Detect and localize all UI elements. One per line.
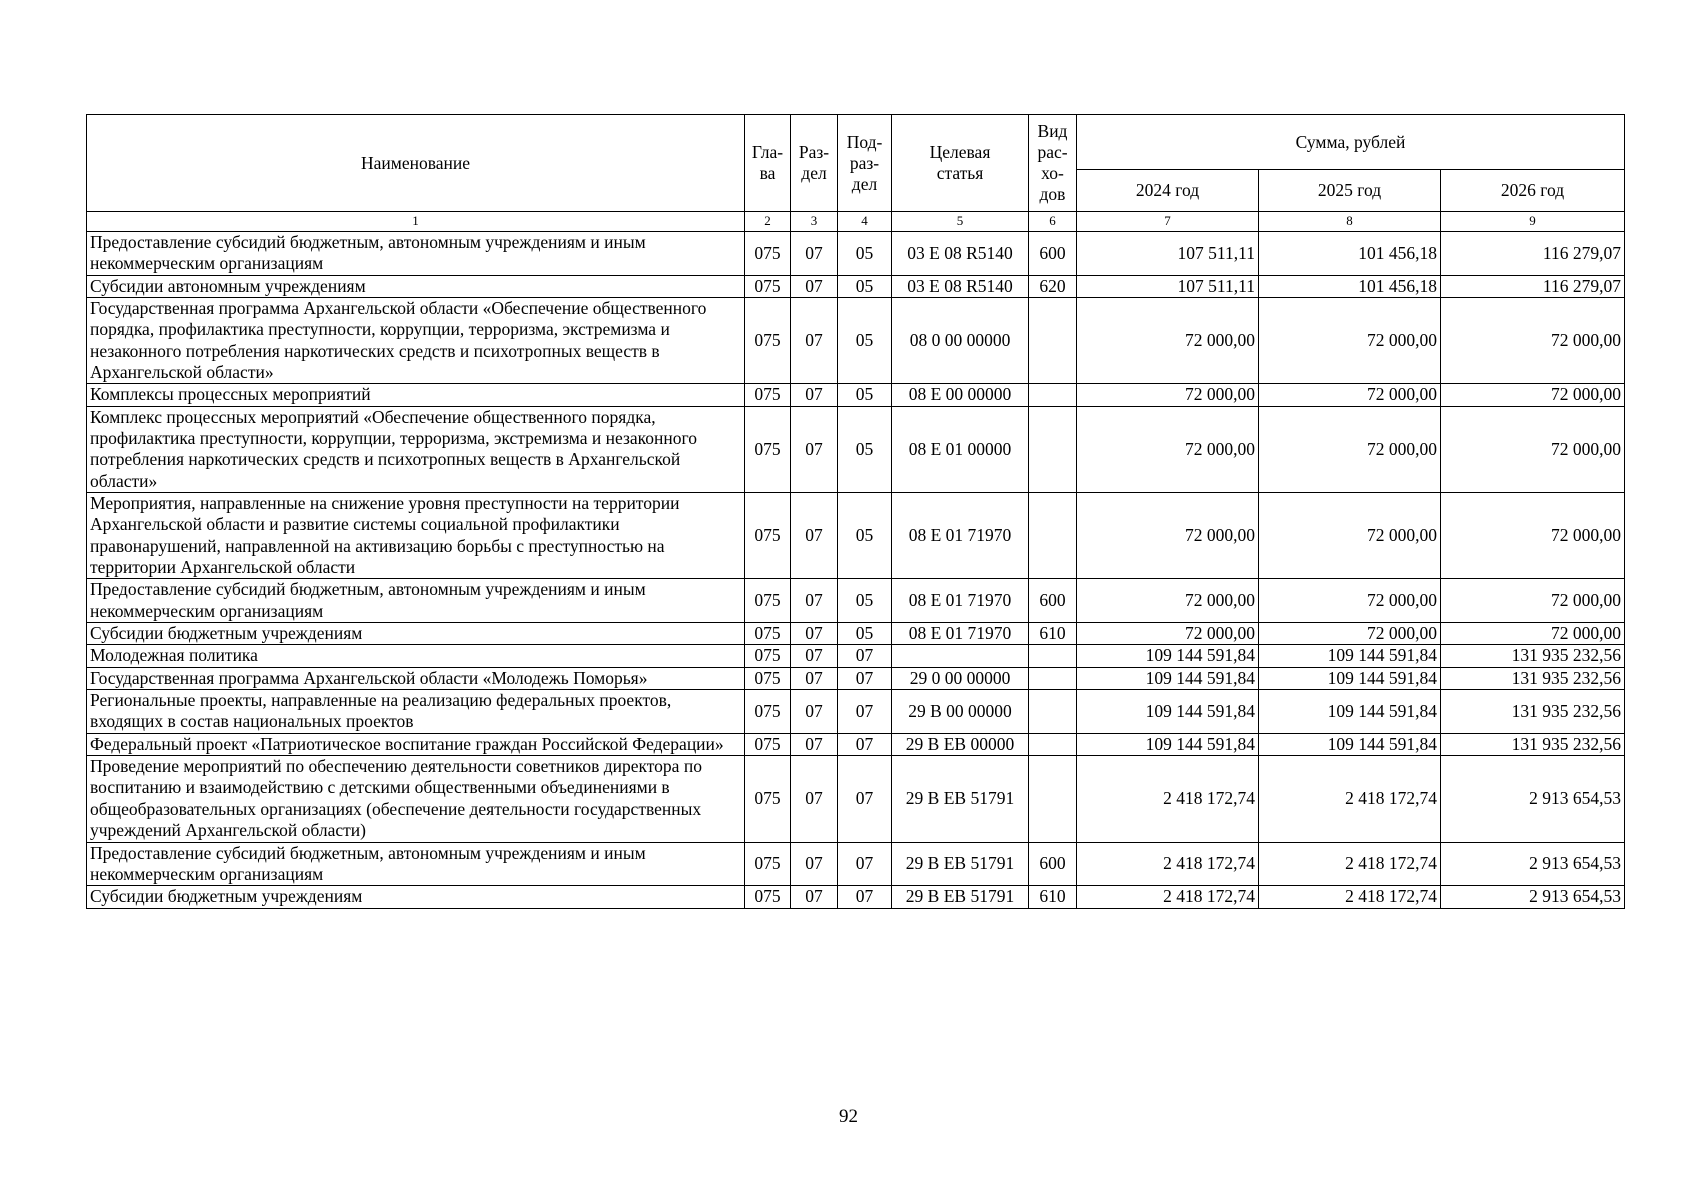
table-row bbox=[87, 384, 1625, 406]
row-expense-type-cell: 600 bbox=[1029, 231, 1077, 275]
row-amount-2026-cell: 116 279,07 bbox=[1441, 275, 1625, 297]
row-target-article-cell: 08 Е 01 71970 bbox=[892, 579, 1029, 623]
row-target-article-cell: 29 0 00 00000 bbox=[892, 667, 1029, 689]
header-expense-type: Вид рас- хо- дов bbox=[1029, 115, 1077, 212]
row-target-article-cell: 29 В ЕВ 51791 bbox=[892, 842, 1029, 886]
row-target-article-cell: 29 В ЕВ 51791 bbox=[892, 886, 1029, 908]
row-expense-type-cell bbox=[1029, 690, 1077, 734]
row-section-cell: 07 bbox=[791, 733, 838, 755]
column-number: 2 bbox=[745, 212, 791, 232]
row-section-cell: 07 bbox=[791, 297, 838, 383]
header-section: Раз- дел bbox=[791, 115, 838, 212]
table-row bbox=[87, 645, 1625, 667]
row-amount-2024-cell: 72 000,00 bbox=[1077, 384, 1259, 406]
row-name-cell: Предоставление субсидий бюджетным, автономным учреждениям и иным некоммерческим организациям bbox=[87, 579, 745, 623]
column-number: 8 bbox=[1259, 212, 1441, 232]
row-name-cell: Государственная программа Архангельской области «Молодежь Поморья» bbox=[87, 667, 745, 689]
row-section-cell: 07 bbox=[791, 842, 838, 886]
row-chapter-cell: 075 bbox=[745, 297, 791, 383]
row-amount-2024-cell: 72 000,00 bbox=[1077, 406, 1259, 492]
row-name-cell: Предоставление субсидий бюджетным, автономным учреждениям и иным некоммерческим организациям bbox=[87, 231, 745, 275]
row-chapter-cell: 075 bbox=[745, 886, 791, 908]
row-amount-2024-cell: 72 000,00 bbox=[1077, 623, 1259, 645]
row-section-cell: 07 bbox=[791, 579, 838, 623]
row-chapter-cell: 075 bbox=[745, 756, 791, 842]
row-name-cell: Региональные проекты, направленные на реализацию федеральных проектов, входящих в состав национальных проектов bbox=[87, 690, 745, 734]
header-year-2025: 2025 год bbox=[1259, 170, 1441, 212]
row-subsection-cell: 07 bbox=[838, 667, 892, 689]
table-row bbox=[87, 623, 1625, 645]
row-amount-2026-cell: 2 913 654,53 bbox=[1441, 886, 1625, 908]
row-expense-type-cell bbox=[1029, 667, 1077, 689]
row-amount-2024-cell: 2 418 172,74 bbox=[1077, 756, 1259, 842]
row-amount-2025-cell: 72 000,00 bbox=[1259, 579, 1441, 623]
row-amount-2024-cell: 109 144 591,84 bbox=[1077, 645, 1259, 667]
row-target-article-cell: 29 В 00 00000 bbox=[892, 690, 1029, 734]
table-row bbox=[87, 579, 1625, 623]
table-row bbox=[87, 667, 1625, 689]
table-row bbox=[87, 842, 1625, 886]
row-section-cell: 07 bbox=[791, 623, 838, 645]
row-amount-2024-cell: 109 144 591,84 bbox=[1077, 733, 1259, 755]
row-amount-2025-cell: 109 144 591,84 bbox=[1259, 733, 1441, 755]
table-row bbox=[87, 733, 1625, 755]
row-amount-2024-cell: 109 144 591,84 bbox=[1077, 667, 1259, 689]
row-subsection-cell: 07 bbox=[838, 733, 892, 755]
row-target-article-cell: 03 Е 08 R5140 bbox=[892, 231, 1029, 275]
row-section-cell: 07 bbox=[791, 645, 838, 667]
row-amount-2025-cell: 109 144 591,84 bbox=[1259, 667, 1441, 689]
page-number: 92 bbox=[839, 1106, 858, 1127]
row-amount-2025-cell: 101 456,18 bbox=[1259, 231, 1441, 275]
row-target-article-cell: 03 Е 08 R5140 bbox=[892, 275, 1029, 297]
row-chapter-cell: 075 bbox=[745, 384, 791, 406]
row-name-cell: Субсидии бюджетным учреждениям bbox=[87, 623, 745, 645]
row-amount-2024-cell: 109 144 591,84 bbox=[1077, 690, 1259, 734]
header-target-article: Целевая статья bbox=[892, 115, 1029, 212]
row-name-cell: Комплекс процессных мероприятий «Обеспечение общественного порядка, профилактика преступности, коррупции, терроризма, экстремизма и незаконного потребления наркотических средств и психотропных веществ в Архангельской области» bbox=[87, 406, 745, 492]
row-chapter-cell: 075 bbox=[745, 690, 791, 734]
row-name-cell: Субсидии автономным учреждениям bbox=[87, 275, 745, 297]
column-number: 7 bbox=[1077, 212, 1259, 232]
row-subsection-cell: 05 bbox=[838, 406, 892, 492]
row-subsection-cell: 07 bbox=[838, 690, 892, 734]
row-target-article-cell: 08 Е 00 00000 bbox=[892, 384, 1029, 406]
row-chapter-cell: 075 bbox=[745, 842, 791, 886]
table-body bbox=[87, 212, 1625, 909]
header-year-2024: 2024 год bbox=[1077, 170, 1259, 212]
row-amount-2026-cell: 116 279,07 bbox=[1441, 231, 1625, 275]
row-expense-type-cell bbox=[1029, 493, 1077, 579]
row-expense-type-cell bbox=[1029, 406, 1077, 492]
row-amount-2025-cell: 72 000,00 bbox=[1259, 384, 1441, 406]
row-amount-2025-cell: 72 000,00 bbox=[1259, 406, 1441, 492]
row-section-cell: 07 bbox=[791, 690, 838, 734]
row-expense-type-cell: 620 bbox=[1029, 275, 1077, 297]
header-subsection: Под- раз- дел bbox=[838, 115, 892, 212]
row-amount-2026-cell: 2 913 654,53 bbox=[1441, 842, 1625, 886]
row-amount-2026-cell: 72 000,00 bbox=[1441, 579, 1625, 623]
row-section-cell: 07 bbox=[791, 231, 838, 275]
row-amount-2024-cell: 72 000,00 bbox=[1077, 493, 1259, 579]
row-amount-2026-cell: 72 000,00 bbox=[1441, 623, 1625, 645]
row-target-article-cell: 08 Е 01 71970 bbox=[892, 493, 1029, 579]
table-row bbox=[87, 275, 1625, 297]
row-subsection-cell: 05 bbox=[838, 231, 892, 275]
column-number: 5 bbox=[892, 212, 1029, 232]
header-year-2026: 2026 год bbox=[1441, 170, 1625, 212]
table-header bbox=[87, 115, 1625, 212]
row-section-cell: 07 bbox=[791, 275, 838, 297]
row-name-cell: Государственная программа Архангельской области «Обеспечение общественного порядка, профилактика преступности, коррупции, терроризма, экстремизма и незаконного потребления наркотических средств и психотропных веществ в Архангельской области» bbox=[87, 297, 745, 383]
table-row bbox=[87, 406, 1625, 492]
row-section-cell: 07 bbox=[791, 756, 838, 842]
row-subsection-cell: 07 bbox=[838, 756, 892, 842]
row-target-article-cell bbox=[892, 645, 1029, 667]
row-name-cell: Предоставление субсидий бюджетным, автономным учреждениям и иным некоммерческим организациям bbox=[87, 842, 745, 886]
table-row bbox=[87, 690, 1625, 734]
row-amount-2026-cell: 72 000,00 bbox=[1441, 384, 1625, 406]
row-amount-2025-cell: 101 456,18 bbox=[1259, 275, 1441, 297]
row-chapter-cell: 075 bbox=[745, 667, 791, 689]
row-section-cell: 07 bbox=[791, 493, 838, 579]
row-section-cell: 07 bbox=[791, 667, 838, 689]
row-subsection-cell: 07 bbox=[838, 886, 892, 908]
header-chapter: Гла- ва bbox=[745, 115, 791, 212]
row-amount-2025-cell: 109 144 591,84 bbox=[1259, 645, 1441, 667]
table-row bbox=[87, 297, 1625, 383]
column-number: 4 bbox=[838, 212, 892, 232]
row-subsection-cell: 05 bbox=[838, 275, 892, 297]
row-subsection-cell: 05 bbox=[838, 384, 892, 406]
row-amount-2025-cell: 2 418 172,74 bbox=[1259, 756, 1441, 842]
row-amount-2026-cell: 72 000,00 bbox=[1441, 406, 1625, 492]
row-name-cell: Федеральный проект «Патриотическое воспитание граждан Российской Федерации» bbox=[87, 733, 745, 755]
row-chapter-cell: 075 bbox=[745, 406, 791, 492]
row-chapter-cell: 075 bbox=[745, 733, 791, 755]
row-name-cell: Комплексы процессных мероприятий bbox=[87, 384, 745, 406]
row-expense-type-cell bbox=[1029, 645, 1077, 667]
row-amount-2025-cell: 2 418 172,74 bbox=[1259, 842, 1441, 886]
row-amount-2026-cell: 131 935 232,56 bbox=[1441, 667, 1625, 689]
row-expense-type-cell bbox=[1029, 384, 1077, 406]
row-expense-type-cell bbox=[1029, 297, 1077, 383]
row-expense-type-cell bbox=[1029, 733, 1077, 755]
row-section-cell: 07 bbox=[791, 384, 838, 406]
row-chapter-cell: 075 bbox=[745, 645, 791, 667]
column-number: 6 bbox=[1029, 212, 1077, 232]
row-amount-2024-cell: 107 511,11 bbox=[1077, 231, 1259, 275]
row-target-article-cell: 29 В ЕВ 00000 bbox=[892, 733, 1029, 755]
row-amount-2024-cell: 2 418 172,74 bbox=[1077, 886, 1259, 908]
row-subsection-cell: 05 bbox=[838, 623, 892, 645]
row-name-cell: Молодежная политика bbox=[87, 645, 745, 667]
row-amount-2025-cell: 72 000,00 bbox=[1259, 493, 1441, 579]
column-number-row bbox=[87, 212, 1625, 232]
row-name-cell: Проведение мероприятий по обеспечению деятельности советников директора по воспитанию и взаимодействию с детскими общественными объединениями в общеобразовательных организациях (обеспечение деятельности государственных учреждений Архангельской области) bbox=[87, 756, 745, 842]
header-sum: Сумма, рублей bbox=[1077, 115, 1625, 170]
column-number: 1 bbox=[87, 212, 745, 232]
row-subsection-cell: 05 bbox=[838, 493, 892, 579]
row-target-article-cell: 29 В ЕВ 51791 bbox=[892, 756, 1029, 842]
row-amount-2024-cell: 72 000,00 bbox=[1077, 579, 1259, 623]
row-expense-type-cell bbox=[1029, 756, 1077, 842]
row-amount-2024-cell: 107 511,11 bbox=[1077, 275, 1259, 297]
row-subsection-cell: 05 bbox=[838, 579, 892, 623]
row-amount-2026-cell: 131 935 232,56 bbox=[1441, 645, 1625, 667]
row-amount-2026-cell: 72 000,00 bbox=[1441, 297, 1625, 383]
row-expense-type-cell: 610 bbox=[1029, 623, 1077, 645]
row-amount-2025-cell: 72 000,00 bbox=[1259, 623, 1441, 645]
row-expense-type-cell: 600 bbox=[1029, 579, 1077, 623]
row-subsection-cell: 07 bbox=[838, 645, 892, 667]
table-row bbox=[87, 756, 1625, 842]
header-name: Наименование bbox=[87, 115, 745, 212]
row-target-article-cell: 08 Е 01 71970 bbox=[892, 623, 1029, 645]
row-amount-2026-cell: 2 913 654,53 bbox=[1441, 756, 1625, 842]
column-number: 3 bbox=[791, 212, 838, 232]
row-section-cell: 07 bbox=[791, 406, 838, 492]
row-amount-2026-cell: 72 000,00 bbox=[1441, 493, 1625, 579]
row-target-article-cell: 08 0 00 00000 bbox=[892, 297, 1029, 383]
row-amount-2025-cell: 2 418 172,74 bbox=[1259, 886, 1441, 908]
row-expense-type-cell: 610 bbox=[1029, 886, 1077, 908]
column-number: 9 bbox=[1441, 212, 1625, 232]
row-chapter-cell: 075 bbox=[745, 231, 791, 275]
row-amount-2025-cell: 109 144 591,84 bbox=[1259, 690, 1441, 734]
table-row bbox=[87, 231, 1625, 275]
row-amount-2024-cell: 72 000,00 bbox=[1077, 297, 1259, 383]
row-name-cell: Мероприятия, направленные на снижение уровня преступности на территории Архангельской области и развитие системы социальной профилактики правонарушений, направленной на активизацию борьбы с преступностью на территории Архангельской области bbox=[87, 493, 745, 579]
row-amount-2024-cell: 2 418 172,74 bbox=[1077, 842, 1259, 886]
row-expense-type-cell: 600 bbox=[1029, 842, 1077, 886]
row-chapter-cell: 075 bbox=[745, 275, 791, 297]
row-name-cell: Субсидии бюджетным учреждениям bbox=[87, 886, 745, 908]
row-chapter-cell: 075 bbox=[745, 579, 791, 623]
row-amount-2026-cell: 131 935 232,56 bbox=[1441, 733, 1625, 755]
row-subsection-cell: 07 bbox=[838, 842, 892, 886]
row-chapter-cell: 075 bbox=[745, 623, 791, 645]
row-chapter-cell: 075 bbox=[745, 493, 791, 579]
budget-table bbox=[86, 114, 1625, 909]
table-row bbox=[87, 886, 1625, 908]
table-row bbox=[87, 493, 1625, 579]
row-target-article-cell: 08 Е 01 00000 bbox=[892, 406, 1029, 492]
row-section-cell: 07 bbox=[791, 886, 838, 908]
row-subsection-cell: 05 bbox=[838, 297, 892, 383]
row-amount-2025-cell: 72 000,00 bbox=[1259, 297, 1441, 383]
row-amount-2026-cell: 131 935 232,56 bbox=[1441, 690, 1625, 734]
